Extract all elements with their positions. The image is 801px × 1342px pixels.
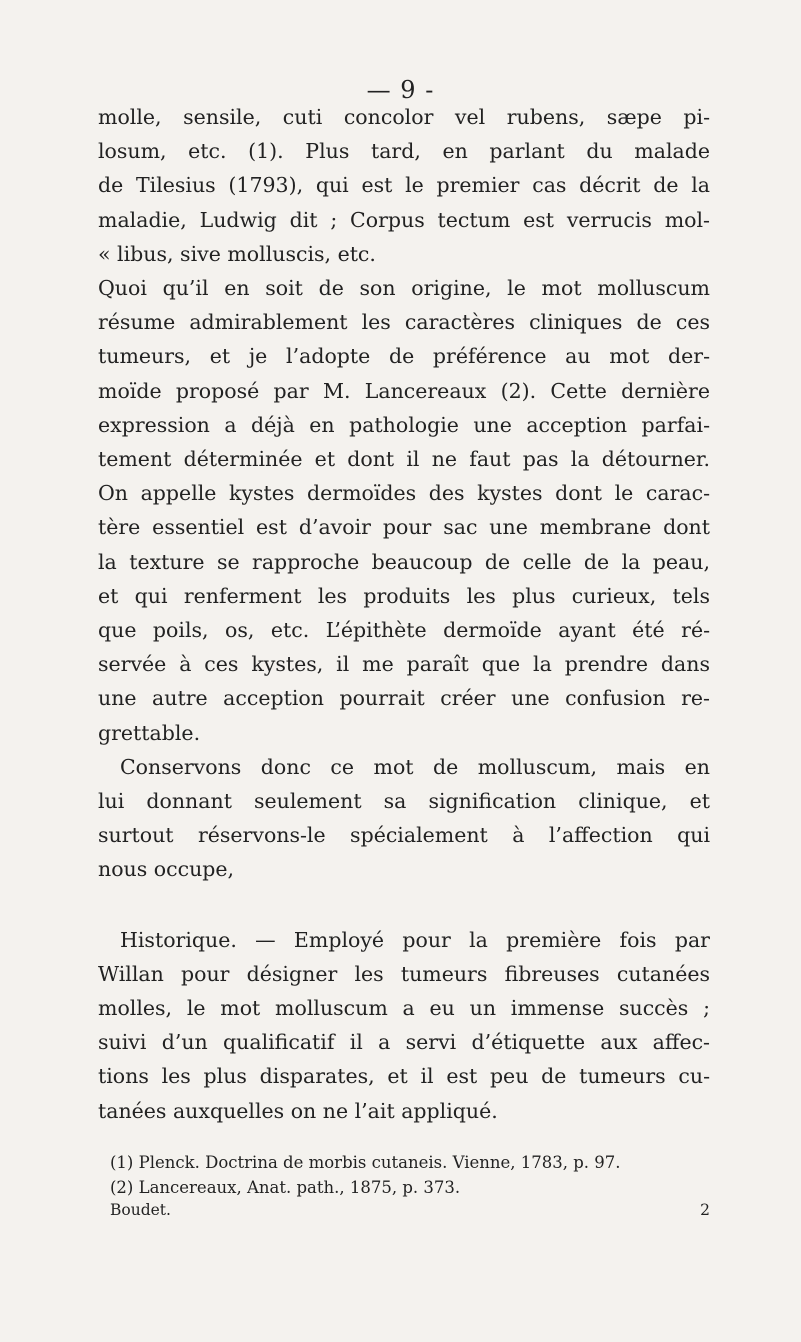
text-line: nous occupe, (98, 857, 235, 882)
text-line: maladie, Ludwig dit ; Corpus tectum est verrucis mol- (98, 207, 710, 232)
text-line: Conservons donc ce mot de molluscum, mais en (120, 754, 710, 779)
text-line: molle, sensile, cuti concolor vel rubens, sæpe pi- (98, 105, 710, 129)
text-line: de Tilesius (1793), qui est le premier cas décrit de la (98, 173, 710, 198)
signature-line (110, 1201, 710, 1219)
text-line: moïde proposé par M. Lancereaux (2). Cette dernière (98, 378, 710, 403)
footnote-2: (2) Lancereaux, Anat. path., 1875, p. 373. (110, 1178, 461, 1197)
footnotes (110, 1150, 710, 1200)
text-line: Willan pour désigner les tumeurs fibreuses cutanées (98, 961, 710, 986)
text-line: Quoi qu’il en soit de son origine, le mot molluscum (98, 276, 710, 301)
text-line: On appelle kystes dermoïdes des kystes dont le carac- (98, 481, 710, 506)
text-line: molles, le mot molluscum a eu un immense succès ; (98, 996, 710, 1021)
text-line: grettable. (98, 720, 201, 745)
text-line: la texture se rapproche beaucoup de celle de la peau, (98, 549, 710, 574)
text-line: tement déterminée et dont il ne faut pas la détourner. (98, 447, 710, 472)
text-line: que poils, os, etc. L’épithète dermoïde ayant été ré- (98, 618, 710, 643)
text-line: losum, etc. (1). Plus tard, en parlant du malade (98, 139, 710, 164)
author-signature: Boudet. (110, 1201, 171, 1219)
text-line: expression a déjà en pathologie une acception parfai- (98, 412, 710, 437)
text-line: et qui renferment les produits les plus curieux, tels (98, 583, 710, 608)
text-line: tions les plus disparates, et il est peu de tumeurs cu- (98, 1064, 710, 1089)
text-line: servée à ces kystes, il me paraît que la prendre dans (98, 652, 710, 677)
text-line: « libus, sive molluscis, etc. (98, 241, 376, 266)
sheet-number: 2 (700, 1201, 710, 1219)
text-line: tanées auxquelles on ne l’ait appliqué. (98, 1098, 498, 1123)
page-number: — 9 - (366, 76, 435, 104)
text-line: suivi d’un qualificatif il a servi d’étiquette aux affec- (98, 1030, 710, 1055)
text-line: lui donnant seulement sa signification clinique, et (98, 789, 710, 814)
text-line: tumeurs, et je l’adopte de préférence au mot der- (98, 344, 710, 369)
body-text (98, 100, 710, 1128)
text-line: résume admirablement les caractères cliniques de ces (98, 310, 710, 335)
text-line: surtout réservons-le spécialement à l’affection qui (98, 823, 710, 848)
footnote-1: (1) Plenck. Doctrina de morbis cutaneis. Vienne, 1783, p. 97. (110, 1153, 621, 1172)
text-line: tère essentiel est d’avoir pour sac une membrane dont (98, 515, 710, 540)
text-line: une autre acception pourrait créer une confusion re- (98, 686, 710, 711)
text-line: Historique. — Employé pour la première fois par (120, 927, 710, 952)
